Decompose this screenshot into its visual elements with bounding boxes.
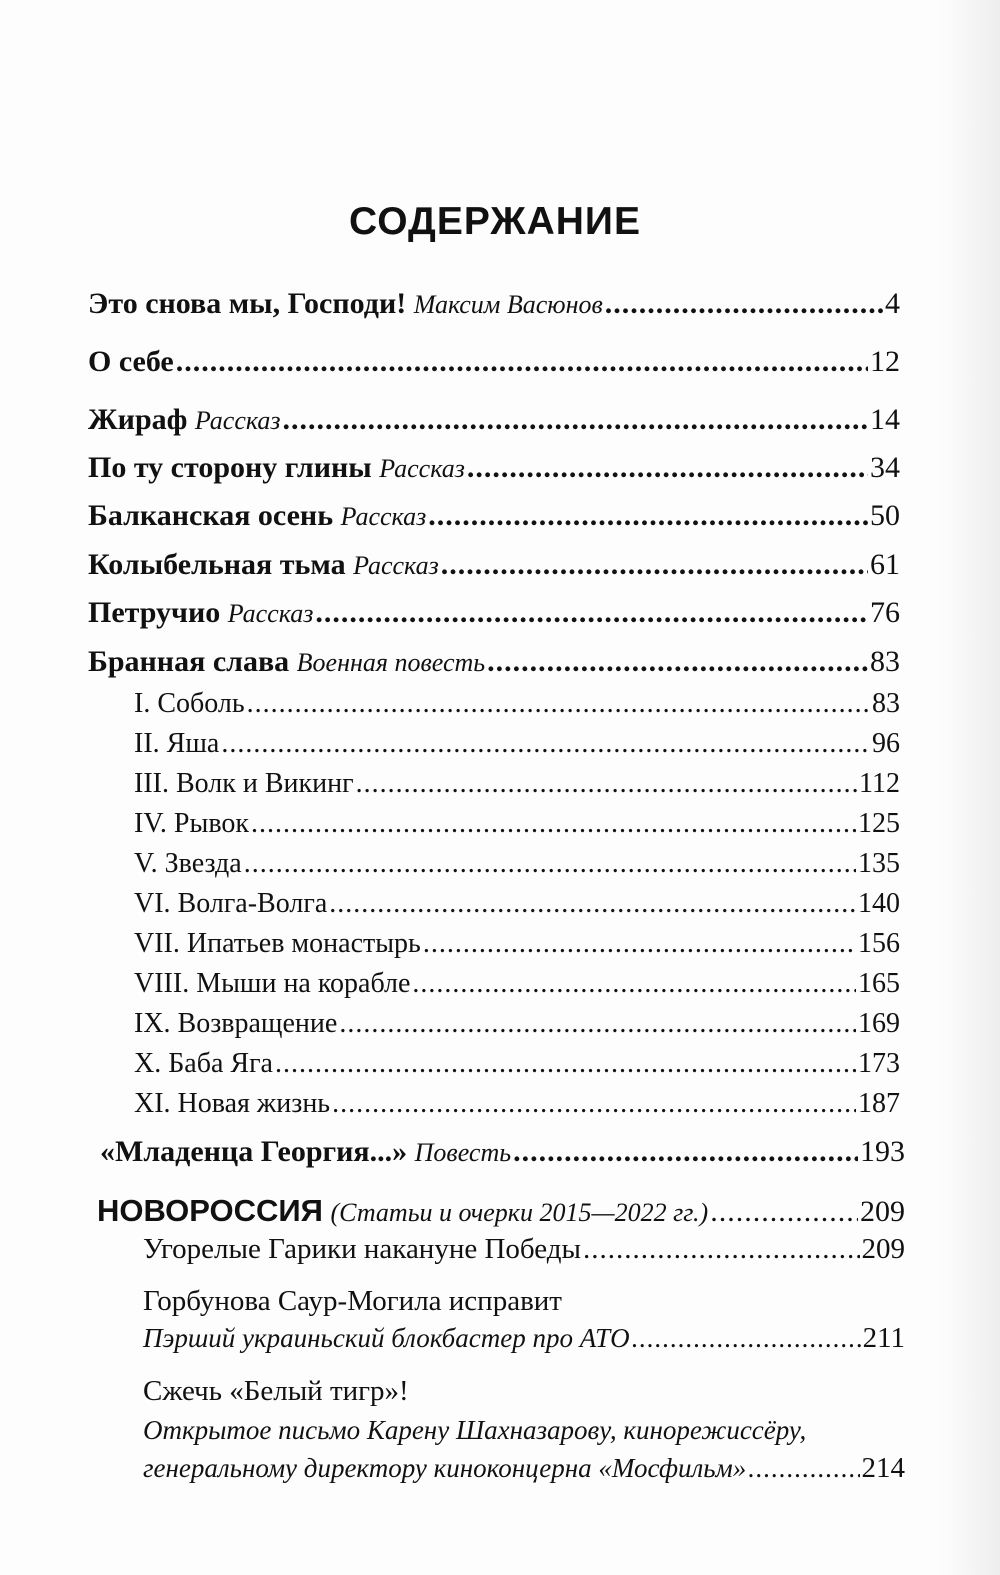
toc-chapter[interactable] bbox=[134, 688, 900, 720]
entry-genre: Повесть bbox=[414, 1138, 512, 1167]
chapter-title: II. Яша bbox=[134, 728, 220, 759]
page-number: 173 bbox=[858, 1048, 900, 1079]
dot-leader bbox=[251, 808, 856, 840]
entry-genre: Рассказ bbox=[227, 599, 314, 628]
page-title: СОДЕРЖАНИЕ bbox=[349, 200, 641, 243]
chapter-title: V. Звезда bbox=[134, 848, 242, 879]
dot-leader bbox=[412, 968, 856, 1000]
entry-title: Балканская осень bbox=[88, 499, 334, 532]
page-number: 76 bbox=[870, 596, 900, 629]
entry-author: Максим Васюнов bbox=[413, 290, 603, 319]
toc-section-novorossiya[interactable] bbox=[97, 1193, 905, 1229]
article-subtitle: Открытое письмо Карену Шахназарову, кинорежиссёру, bbox=[143, 1415, 807, 1445]
article-title: Угорелые Гарики накануне Победы bbox=[143, 1233, 582, 1265]
toc-chapter[interactable] bbox=[134, 928, 900, 960]
entry-genre: Рассказ bbox=[353, 551, 439, 580]
entry-genre: Военная повесть bbox=[296, 648, 486, 677]
chapter-title: I. Соболь bbox=[134, 688, 245, 719]
dot-leader bbox=[329, 888, 856, 920]
dot-leader bbox=[487, 645, 868, 679]
dot-leader bbox=[467, 451, 868, 485]
dot-leader bbox=[710, 1195, 858, 1229]
dot-leader bbox=[315, 596, 868, 630]
dot-leader bbox=[283, 403, 868, 437]
toc-entry-petruchio[interactable] bbox=[88, 596, 900, 630]
dot-leader bbox=[339, 1008, 856, 1040]
entry-title: Петручио bbox=[88, 596, 221, 629]
toc-entry-lullaby[interactable] bbox=[88, 548, 900, 582]
page-number: 50 bbox=[870, 499, 900, 532]
page-number: 12 bbox=[870, 345, 900, 378]
dot-leader bbox=[247, 688, 870, 720]
toc-entry-giraffe[interactable] bbox=[88, 403, 900, 437]
section-title: НОВОРОССИЯ bbox=[97, 1193, 323, 1228]
dot-leader bbox=[332, 1088, 856, 1120]
toc-article-garik[interactable] bbox=[143, 1233, 905, 1266]
dot-leader bbox=[748, 1453, 859, 1484]
page-number: 4 bbox=[885, 287, 900, 320]
page-number: 214 bbox=[861, 1452, 905, 1484]
dot-leader bbox=[632, 1323, 861, 1354]
toc-chapter[interactable] bbox=[134, 888, 900, 920]
article-subtitle: Пэрший украиньский блокбастер про АТО bbox=[143, 1323, 630, 1353]
section-subtitle: (Статьи и очерки 2015—2022 гг.) bbox=[330, 1198, 709, 1227]
entry-title: Это снова мы, Господи! bbox=[88, 287, 407, 320]
toc-chapter[interactable] bbox=[134, 768, 900, 800]
chapter-title: III. Волк и Викинг bbox=[134, 768, 354, 799]
entry-title: По ту сторону глины bbox=[88, 451, 372, 484]
chapter-title: IV. Рывок bbox=[134, 808, 249, 839]
entry-genre: Рассказ bbox=[379, 454, 465, 483]
entry-title: Жираф bbox=[88, 403, 188, 436]
toc-chapter[interactable] bbox=[134, 1048, 900, 1080]
toc-entry-glory[interactable] bbox=[88, 645, 900, 679]
dot-leader bbox=[583, 1233, 859, 1266]
page-number: 135 bbox=[858, 848, 900, 879]
entry-title: Колыбельная тьма bbox=[88, 548, 346, 581]
page-number: 193 bbox=[860, 1135, 905, 1168]
dot-leader bbox=[441, 548, 868, 582]
page-number: 209 bbox=[861, 1233, 905, 1265]
toc-chapter[interactable] bbox=[134, 848, 900, 880]
chapter-title: VII. Ипатьев монастырь bbox=[134, 928, 421, 959]
page-number: 209 bbox=[860, 1195, 905, 1228]
page-number: 211 bbox=[862, 1322, 905, 1354]
toc-chapter[interactable] bbox=[134, 968, 900, 1000]
page-number: 61 bbox=[870, 548, 900, 581]
toc-article-tiger[interactable] bbox=[143, 1452, 905, 1485]
dot-leader bbox=[428, 499, 868, 533]
page-number: 14 bbox=[870, 403, 900, 436]
page-number: 34 bbox=[870, 451, 900, 484]
toc-article-saur[interactable] bbox=[143, 1322, 905, 1355]
chapter-title: VI. Волга-Волга bbox=[134, 888, 328, 919]
toc-entry-preface[interactable] bbox=[88, 287, 900, 321]
entry-genre: Рассказ bbox=[340, 502, 427, 531]
toc-chapter[interactable] bbox=[134, 728, 900, 760]
page-number: 156 bbox=[858, 928, 900, 959]
page-number: 125 bbox=[858, 808, 900, 839]
chapter-title: XI. Новая жизнь bbox=[134, 1088, 331, 1119]
article-title[interactable]: Горбунова Саур-Могила исправит bbox=[143, 1285, 562, 1317]
chapter-title: IX. Возвращение bbox=[134, 1008, 338, 1039]
page-number: 83 bbox=[872, 688, 900, 719]
page-number: 140 bbox=[858, 888, 900, 919]
dot-leader bbox=[275, 1048, 856, 1080]
toc-chapter[interactable] bbox=[134, 1088, 900, 1120]
dot-leader bbox=[221, 728, 870, 760]
dot-leader bbox=[605, 287, 883, 321]
page-number: 83 bbox=[870, 645, 900, 678]
dot-leader bbox=[244, 848, 856, 880]
page-number: 165 bbox=[858, 968, 900, 999]
dot-leader bbox=[356, 768, 857, 800]
page-number: 187 bbox=[858, 1088, 900, 1119]
entry-title: «Младенца Георгия...» bbox=[100, 1135, 408, 1168]
toc-entry-balkan[interactable] bbox=[88, 499, 900, 533]
dot-leader bbox=[176, 345, 868, 379]
toc-entry-georgy[interactable] bbox=[100, 1135, 905, 1169]
chapter-title: VIII. Мыши на корабле bbox=[134, 968, 411, 999]
page-number: 112 bbox=[859, 768, 900, 799]
toc-chapter[interactable] bbox=[134, 1008, 900, 1040]
toc-chapter[interactable] bbox=[134, 808, 900, 840]
chapter-title: X. Баба Яга bbox=[134, 1048, 273, 1079]
entry-title: О себе bbox=[88, 345, 174, 378]
entry-genre: Рассказ bbox=[194, 406, 281, 435]
toc-entry-about[interactable] bbox=[88, 345, 900, 379]
article-subtitle: генеральному директору киноконцерна «Мосфильм» bbox=[143, 1453, 747, 1483]
article-title[interactable]: Сжечь «Белый тигр»! bbox=[143, 1375, 409, 1407]
page-number: 96 bbox=[872, 728, 900, 759]
entry-title: Бранная слава bbox=[88, 645, 290, 678]
page-number: 169 bbox=[858, 1008, 900, 1039]
toc-entry-clay[interactable] bbox=[88, 451, 900, 485]
dot-leader bbox=[513, 1135, 858, 1169]
dot-leader bbox=[423, 928, 856, 960]
